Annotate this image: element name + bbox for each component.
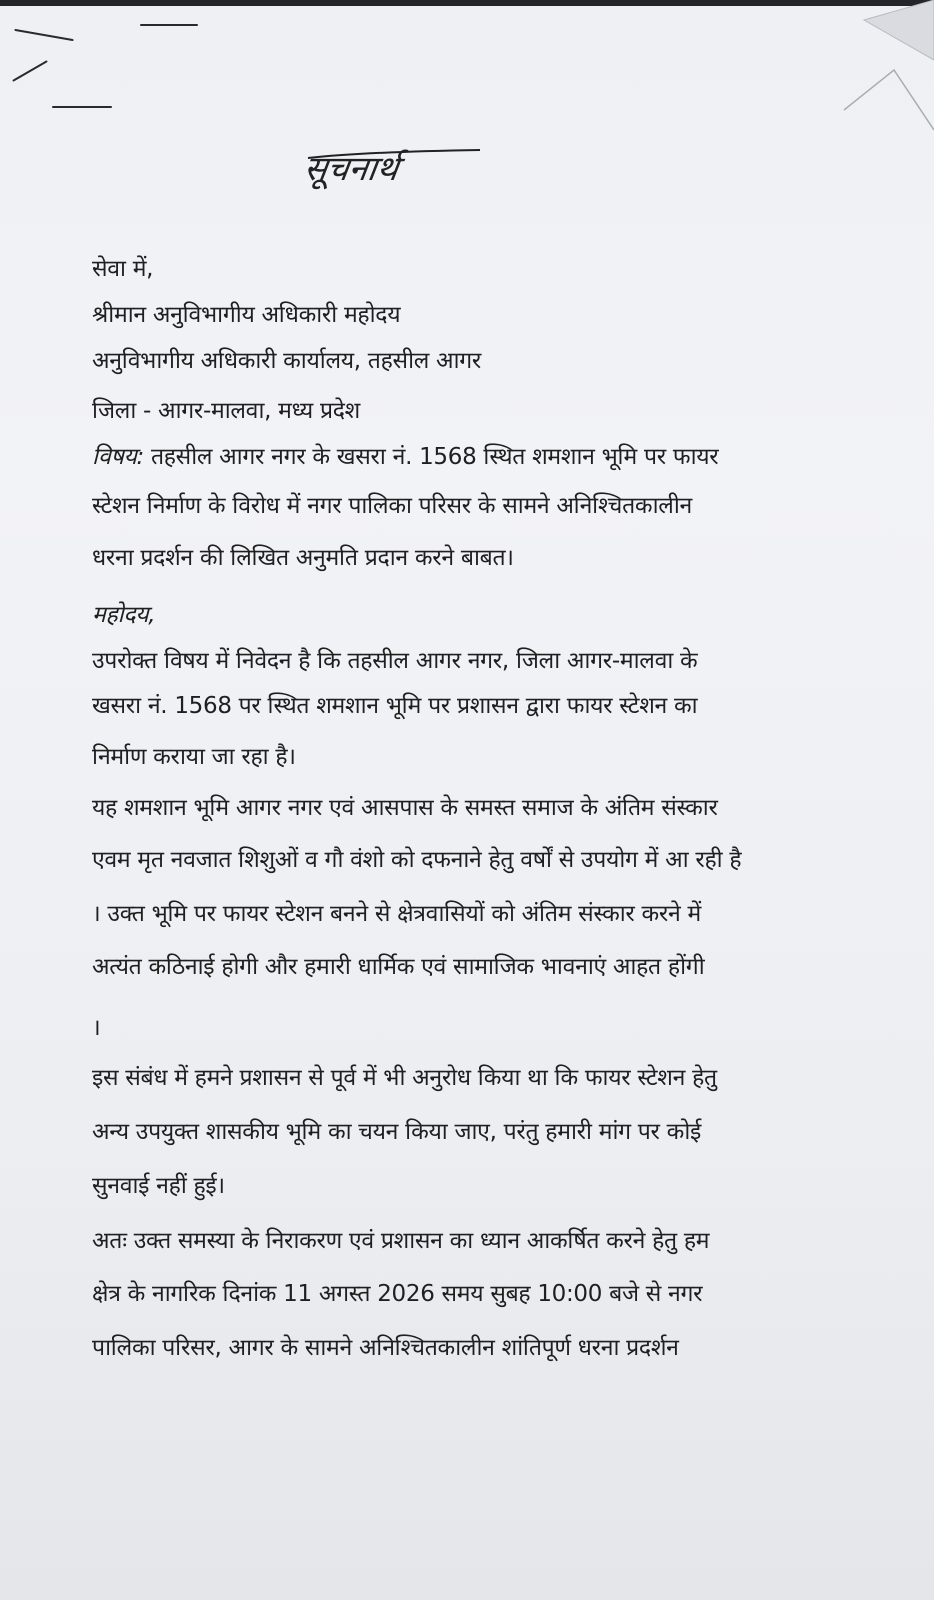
letter-line: क्षेत्र के नागरिक दिनांक 11 अगस्त 2026 समय सुबह 10:00 बजे से नगर <box>92 1281 703 1307</box>
pen-mark <box>52 106 112 108</box>
pen-mark <box>14 29 73 41</box>
letter-line: । उक्त भूमि पर फायर स्टेशन बनने से क्षेत्रवासियों को अंतिम संस्कार करने में <box>92 901 701 927</box>
letter-line: एवम मृत नवजात शिशुओं व गौ वंशो को दफनाने हेतु वर्षों से उपयोग में आ रही है <box>92 847 742 873</box>
letter-line: धरना प्रदर्शन की लिखित अनुमति प्रदान करने बाबत। <box>92 545 514 571</box>
letter-line: इस संबंध में हमने प्रशासन से पूर्व में भी अनुरोध किया था कि फायर स्टेशन हेतु <box>92 1065 717 1091</box>
pen-mark <box>140 24 198 26</box>
subject-label: विषय: <box>92 444 144 470</box>
handwritten-title <box>300 128 500 208</box>
letter-line: अतः उक्त समस्या के निराकरण एवं प्रशासन का ध्यान आकर्षित करने हेतु हम <box>92 1228 710 1254</box>
letter-line: निर्माण कराया जा रहा है। <box>92 744 296 770</box>
letter-line: उपरोक्त विषय में निवेदन है कि तहसील आगर नगर, जिला आगर-मालवा के <box>92 648 698 674</box>
letter-line: जिला - आगर-मालवा, मध्य प्रदेश <box>92 398 361 424</box>
letter-line: स्टेशन निर्माण के विरोध में नगर पालिका परिसर के सामने अनिश्चितकालीन <box>92 493 692 519</box>
letter-line: पालिका परिसर, आगर के सामने अनिश्चितकालीन शांतिपूर्ण धरना प्रदर्शन <box>92 1335 679 1361</box>
svg-text:सूचनार्थ: सूचनार्थ <box>301 149 401 189</box>
letter-line: अनुविभागीय अधिकारी कार्यालय, तहसील आगर <box>92 348 482 374</box>
subject-text: तहसील आगर नगर के खसरा नं. 1568 स्थित शमशान भूमि पर फायर <box>143 444 719 470</box>
page-top-edge <box>0 0 934 6</box>
folded-corner <box>824 0 934 150</box>
letter-line: यह शमशान भूमि आगर नगर एवं आसपास के समस्त समाज के अंतिम संस्कार <box>92 795 718 821</box>
letter-line: सेवा में, <box>92 256 154 282</box>
letter-line: श्रीमान अनुविभागीय अधिकारी महोदय <box>92 302 401 328</box>
letter-line: सुनवाई नहीं हुई। <box>92 1173 225 1199</box>
letter-line: अत्यंत कठिनाई होगी और हमारी धार्मिक एवं सामाजिक भावनाएं आहत होंगी <box>92 954 705 980</box>
letter-line: । <box>92 1015 101 1041</box>
letter-line: खसरा नं. 1568 पर स्थित शमशान भूमि पर प्रशासन द्वारा फायर स्टेशन का <box>92 693 698 719</box>
letter-line: महोदय, <box>92 602 156 628</box>
letter-line <box>92 446 718 469</box>
pen-mark <box>12 60 48 82</box>
letter-line: अन्य उपयुक्त शासकीय भूमि का चयन किया जाए, परंतु हमारी मांग पर कोई <box>92 1119 701 1145</box>
